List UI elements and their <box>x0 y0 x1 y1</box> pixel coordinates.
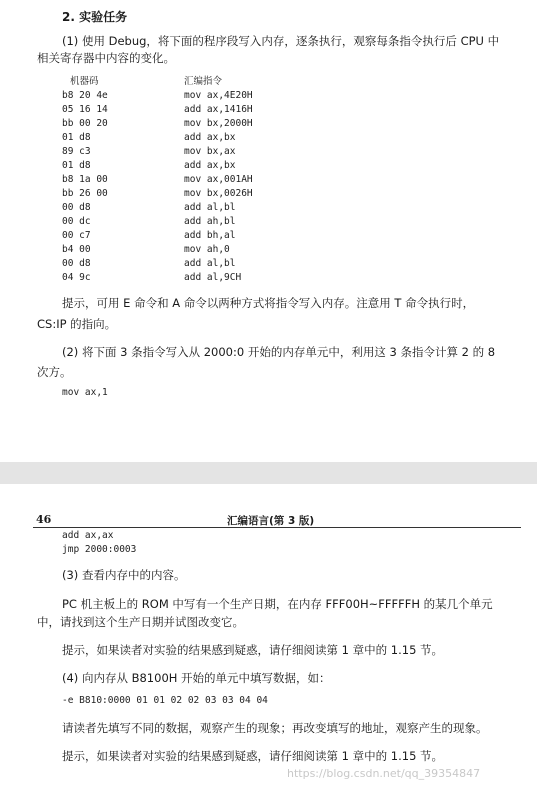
assembly-cell: add ah,bl <box>184 216 236 227</box>
machine-code-cell: 00 dc <box>62 216 91 227</box>
section-title: 2. 实验任务 <box>62 10 128 24</box>
machine-code-cell: 05 16 14 <box>62 104 108 115</box>
assembly-cell: add bh,al <box>184 230 236 241</box>
code-jmp: jmp 2000:0003 <box>62 544 137 555</box>
assembly-cell: mov bx,ax <box>184 146 236 157</box>
page-gap <box>0 462 537 484</box>
machine-code-cell: b4 00 <box>62 244 91 255</box>
machine-code-cell: 00 d8 <box>62 258 91 269</box>
watermark: https://blog.csdn.net/qq_39354847 <box>287 767 481 780</box>
assembly-cell: add al,bl <box>184 258 236 269</box>
assembly-cell: mov bx,2000H <box>184 118 253 129</box>
page-two <box>0 484 537 792</box>
code-add-ax: add ax,ax <box>62 530 114 541</box>
code-e-command: -e B810:0000 01 01 02 02 03 03 04 04 <box>62 695 268 706</box>
paragraph-b: 请读者先填写不同的数据，观察产生的现象；再改变填写的地址，观察产生的现象。 <box>62 721 488 735</box>
pc-line-2: 中，请找到这个生产日期并试图改变它。 <box>37 615 244 629</box>
machine-code-cell: bb 00 20 <box>62 118 108 129</box>
column-header-assembly: 汇编指令 <box>184 76 223 87</box>
task-1-line-2: 相关寄存器中内容的变化。 <box>37 51 175 65</box>
assembly-cell: mov ah,0 <box>184 244 230 255</box>
column-header-machine-code: 机器码 <box>70 76 99 87</box>
hint-line-2: CS:IP 的指向。 <box>37 317 117 331</box>
code-mov-ax: mov ax,1 <box>62 387 108 398</box>
assembly-cell: add al,bl <box>184 202 236 213</box>
hint-line-1: 提示，可用 E 命令和 A 命令以两种方式将指令写入内存。注意用 T 命令执行时， <box>62 296 475 310</box>
task-2-line-1: (2) 将下面 3 条指令写入从 2000:0 开始的内存单元中，利用这 3 条指令计算 2 的 8 <box>62 345 496 359</box>
assembly-cell: mov bx,0026H <box>184 188 253 199</box>
assembly-cell: add al,9CH <box>184 272 242 283</box>
machine-code-cell: b8 1a 00 <box>62 174 108 185</box>
machine-code-cell: bb 26 00 <box>62 188 108 199</box>
machine-code-cell: 00 c7 <box>62 230 91 241</box>
machine-code-cell: 00 d8 <box>62 202 91 213</box>
machine-code-cell: 01 d8 <box>62 160 91 171</box>
machine-code-cell: 01 d8 <box>62 132 91 143</box>
machine-code-cell: b8 20 4e <box>62 90 108 101</box>
page-number: 46 <box>36 513 52 526</box>
task-4: (4) 向内存从 B8100H 开始的单元中填写数据，如： <box>62 671 331 685</box>
running-title: 汇编语言(第 3 版) <box>227 515 315 527</box>
assembly-cell: mov ax,4E20H <box>184 90 253 101</box>
assembly-cell: add ax,1416H <box>184 104 253 115</box>
hint-b: 提示，如果读者对实验的结果感到疑惑，请仔细阅读第 1 章中的 1.15 节。 <box>62 749 444 763</box>
task-2-line-2: 次方。 <box>37 365 72 379</box>
assembly-cell: mov ax,001AH <box>184 174 253 185</box>
hint-a: 提示，如果读者对实验的结果感到疑惑，请仔细阅读第 1 章中的 1.15 节。 <box>62 643 444 657</box>
assembly-cell: add ax,bx <box>184 132 236 143</box>
task-3: (3) 查看内存中的内容。 <box>62 568 186 582</box>
machine-code-cell: 89 c3 <box>62 146 91 157</box>
header-rule <box>33 527 521 528</box>
pc-line-1: PC 机主板上的 ROM 中写有一个生产日期，在内存 FFF00H~FFFFFH 的某几个单元 <box>62 597 493 611</box>
assembly-cell: add ax,bx <box>184 160 236 171</box>
machine-code-cell: 04 9c <box>62 272 91 283</box>
task-1-line-1: (1) 使用 Debug，将下面的程序段写入内存，逐条执行，观察每条指令执行后 CPU 中 <box>62 34 500 48</box>
